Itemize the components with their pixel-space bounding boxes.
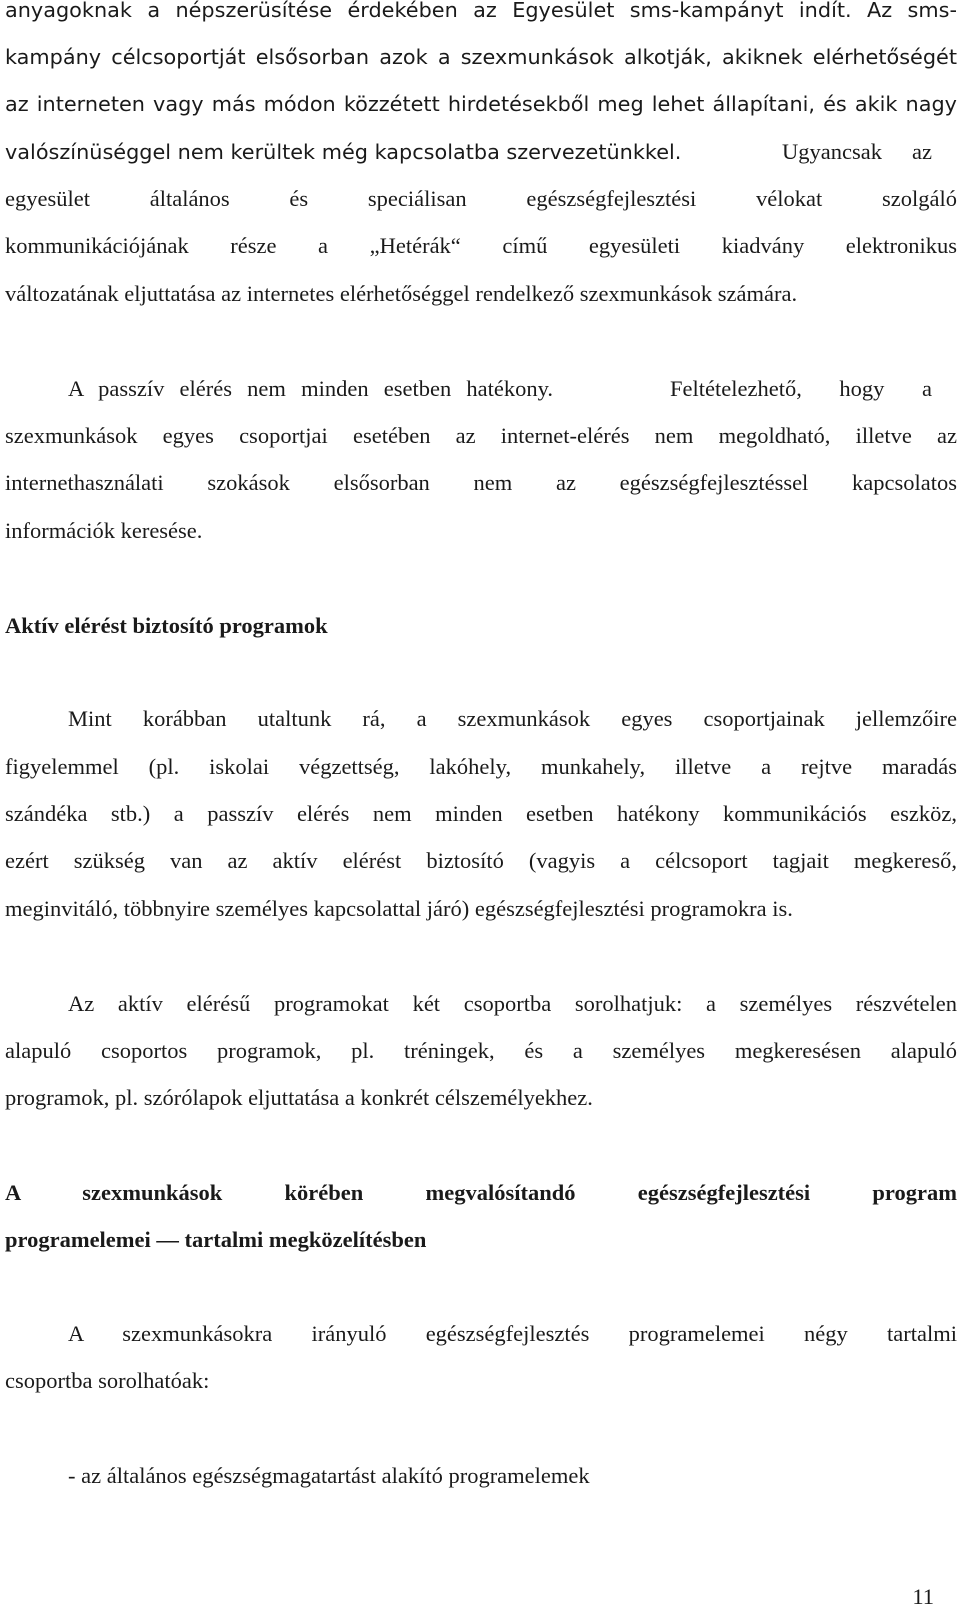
text-line: valószínüséggel nem kerültek még kapcsolatba szervezetünkkel.: [5, 140, 682, 164]
text-line: kampány célcsoportját elsősorban azok a szexmunkások alkotják, akiknek elérhetőségét: [5, 45, 957, 69]
text-line: változatának eljuttatása az internetes elérhetőséggel rendelkező szexmunkások számára.: [5, 281, 798, 306]
text-line: kommunikációjának része a „Hetérák“ című egyesületi kiadvány elektronikus: [5, 233, 957, 258]
text-line: programok, pl. szórólapok eljuttatása a konkrét célszemélyekhez.: [5, 1085, 593, 1110]
text-line: alapuló csoportos programok, pl. tréningek, és a személyes megkeresésen alapuló: [5, 1038, 957, 1063]
text-line: Az aktív elérésű programokat két csoportba sorolhatjuk: a személyes részvételen: [68, 991, 957, 1016]
list-item: - az általános egészségmagatartást alakító programelemek: [68, 1463, 590, 1488]
text-line: csoportba sorolhatóak:: [5, 1368, 210, 1393]
text-line: figyelemmel (pl. iskolai végzettség, lakóhely, munkahely, illetve a rejtve maradás: [5, 754, 957, 779]
text-line: anyagoknak a népszerüsítése érdekében az Egyesület sms-kampányt indít. Az sms-: [5, 0, 957, 22]
page-number: 11: [912, 1584, 934, 1609]
text-line: az interneten vagy más módon közzétett hirdetésekből meg lehet állapítani, és akik nagy: [5, 92, 957, 116]
section-heading-line: programelemei — tartalmi megközelítésben: [5, 1227, 427, 1252]
text-line: meginvitáló, többnyire személyes kapcsolattal járó) egészségfejlesztési programokra is.: [5, 896, 793, 921]
text-line: A szexmunkásokra irányuló egészségfejlesztés programelemei négy tartalmi: [68, 1321, 957, 1346]
text-line: információk keresése.: [5, 518, 203, 543]
text-line: internethasználati szokások elsősorban nem az egészségfejlesztéssel kapcsolatos: [5, 470, 957, 495]
text-line: A passzív elérés nem minden esetben hatékony.: [68, 376, 553, 401]
text-line: szexmunkások egyes csoportjai esetében az internet-elérés nem megoldható, illetve az: [5, 423, 957, 448]
text-line: egyesület általános és speciálisan egészségfejlesztési vélokat szolgáló: [5, 186, 957, 211]
text-line: Mint korábban utaltunk rá, a szexmunkások egyes csoportjainak jellemzőire: [68, 706, 957, 731]
section-heading-line: A szexmunkások körében megvalósítandó egészségfejlesztési program: [5, 1180, 957, 1205]
text-line: szándéka stb.) a passzív elérés nem minden esetben hatékony kommunikációs eszköz,: [5, 801, 957, 826]
text-line: ezért szükség van az aktív elérést biztosító (vagyis a célcsoport tagjait megkereső,: [5, 848, 957, 873]
section-heading: Aktív elérést biztosító programok: [5, 613, 328, 638]
text-line: Ugyancsak az: [782, 139, 932, 164]
text-line: Feltételezhető, hogy a: [670, 376, 932, 401]
